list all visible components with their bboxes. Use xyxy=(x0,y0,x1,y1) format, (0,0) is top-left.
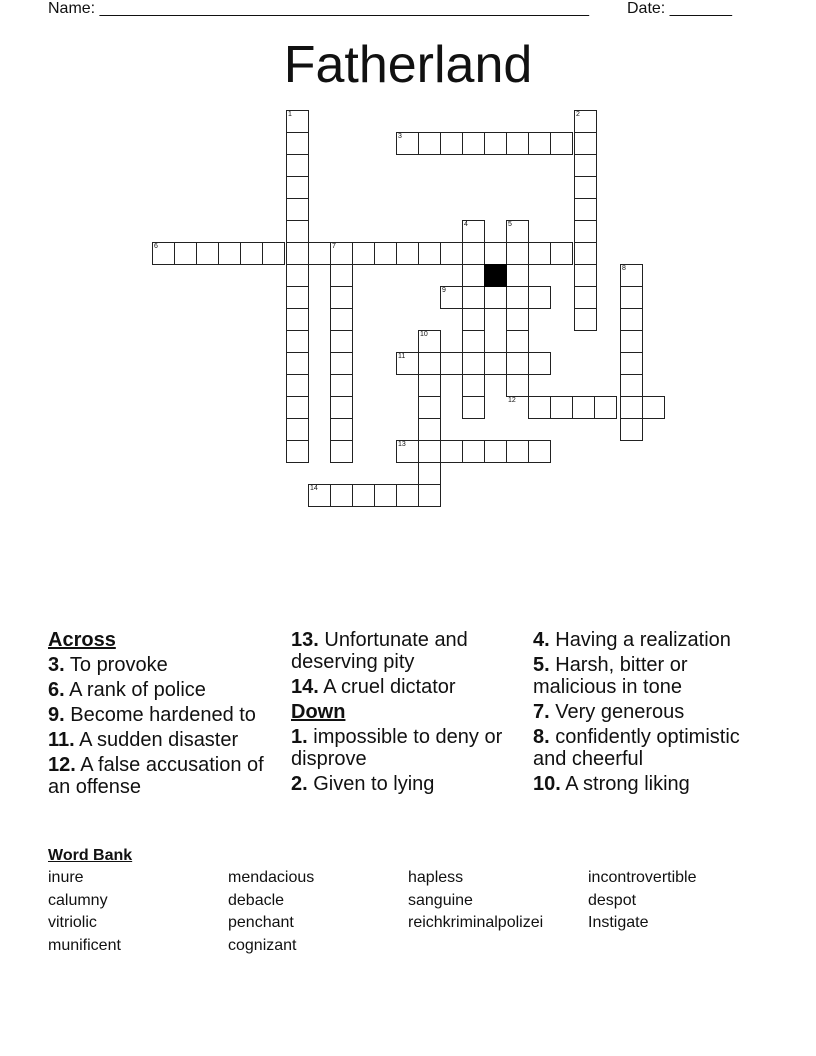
grid-cell[interactable] xyxy=(174,242,197,265)
across-clues xyxy=(48,654,283,798)
grid-cell[interactable] xyxy=(440,440,463,463)
grid-cell[interactable] xyxy=(484,352,507,375)
grid-cell[interactable] xyxy=(484,286,507,309)
grid-cell[interactable] xyxy=(528,286,551,309)
grid-cell[interactable] xyxy=(418,484,441,507)
grid-cell[interactable] xyxy=(286,330,309,353)
word-bank-word: mendacious xyxy=(228,869,315,886)
puzzle-title: Fatherland xyxy=(283,36,533,94)
grid-cell[interactable] xyxy=(196,242,219,265)
grid-cell[interactable] xyxy=(574,286,597,309)
grid-cell[interactable] xyxy=(574,220,597,243)
grid-cell[interactable] xyxy=(484,132,507,155)
clue-column-3 xyxy=(533,629,763,798)
grid-cell[interactable] xyxy=(462,330,485,353)
grid-cell[interactable] xyxy=(620,396,643,419)
grid-cell[interactable] xyxy=(620,330,643,353)
clue-text: Having a realization xyxy=(549,629,731,651)
down-heading: Down xyxy=(291,701,346,723)
clue-number: 4. xyxy=(533,629,550,651)
clue-number-label: 5 xyxy=(508,221,512,228)
across-clues-continued xyxy=(291,629,526,698)
black-cell xyxy=(484,264,507,287)
clue-number-label: 9 xyxy=(442,287,446,294)
clue-number-label: 2 xyxy=(576,111,580,118)
grid-cell[interactable] xyxy=(418,440,441,463)
clue-item xyxy=(291,773,526,795)
clue-text: A rank of police xyxy=(64,679,206,701)
clue-number: 8. xyxy=(533,726,550,748)
clue-number-label: 8 xyxy=(622,265,626,272)
grid-cell[interactable] xyxy=(550,132,573,155)
grid-cell[interactable] xyxy=(418,396,441,419)
clue-column-2 xyxy=(291,629,526,798)
clue-item xyxy=(291,676,526,698)
grid-cell[interactable] xyxy=(286,352,309,375)
clue-text: A cruel dictator xyxy=(318,676,456,698)
clue-number-label: 6 xyxy=(154,243,158,250)
grid-cell[interactable] xyxy=(642,396,665,419)
word-bank-word: despot xyxy=(588,891,637,909)
clue-item xyxy=(533,629,763,651)
clue-item xyxy=(48,754,283,798)
grid-cell[interactable] xyxy=(286,286,309,309)
grid-cell[interactable] xyxy=(462,132,485,155)
grid-cell[interactable] xyxy=(240,242,263,265)
grid-cell[interactable] xyxy=(620,374,643,397)
grid-cell[interactable] xyxy=(528,396,551,419)
grid-cell[interactable] xyxy=(330,308,353,331)
clue-number-label: 14 xyxy=(310,485,318,492)
grid-cell[interactable] xyxy=(396,484,419,507)
grid-cell[interactable] xyxy=(330,484,353,507)
clue-item xyxy=(48,654,283,676)
grid-cell[interactable] xyxy=(574,132,597,155)
clue-item xyxy=(533,701,763,723)
grid-cell[interactable] xyxy=(462,440,485,463)
grid-cell[interactable] xyxy=(506,132,529,155)
grid-cell[interactable] xyxy=(462,308,485,331)
clue-number: 5. xyxy=(533,654,550,676)
clue-text: Unfortunate and deserving pity xyxy=(291,629,468,673)
grid-cell[interactable] xyxy=(574,154,597,177)
grid-cell[interactable] xyxy=(528,440,551,463)
word-bank-word: Instigate xyxy=(588,914,649,931)
word-bank-word: inure xyxy=(48,869,84,886)
grid-cell[interactable] xyxy=(484,440,507,463)
grid-cell[interactable] xyxy=(440,352,463,375)
grid-cell[interactable] xyxy=(574,198,597,221)
grid-cell[interactable] xyxy=(418,374,441,397)
date-field[interactable]: Date: _______ xyxy=(627,0,732,17)
grid-cell[interactable] xyxy=(506,374,529,397)
grid-cell[interactable] xyxy=(550,396,573,419)
clue-number: 9. xyxy=(48,704,65,726)
grid-cell[interactable] xyxy=(462,374,485,397)
clue-text: A strong liking xyxy=(560,773,690,795)
word-bank-title: Word Bank xyxy=(48,847,133,864)
clue-number: 2. xyxy=(291,773,308,795)
grid-cell[interactable] xyxy=(506,264,529,287)
grid-cell[interactable] xyxy=(550,242,573,265)
grid-cell[interactable] xyxy=(462,286,485,309)
grid-cell[interactable] xyxy=(620,418,643,441)
grid-cell[interactable] xyxy=(418,418,441,441)
word-bank-word: sanguine xyxy=(408,891,473,909)
clue-text: A sudden disaster xyxy=(74,729,239,751)
grid-cell[interactable] xyxy=(330,330,353,353)
clue-number: 7. xyxy=(533,701,550,723)
grid-cell[interactable] xyxy=(620,352,643,375)
grid-cell[interactable] xyxy=(506,286,529,309)
clue-item xyxy=(48,729,283,751)
grid-cell[interactable] xyxy=(574,242,597,265)
clue-number-label: 13 xyxy=(398,441,406,448)
grid-cell[interactable] xyxy=(506,242,529,265)
word-bank-word: debacle xyxy=(228,891,285,909)
clue-number-label: 1 xyxy=(288,111,292,118)
grid-cell[interactable] xyxy=(286,440,309,463)
clue-number-label: 11 xyxy=(398,353,406,360)
clue-item xyxy=(291,726,526,770)
grid-cell[interactable] xyxy=(620,308,643,331)
grid-cell[interactable] xyxy=(286,396,309,419)
grid-cell[interactable] xyxy=(330,440,353,463)
grid-cell[interactable] xyxy=(462,352,485,375)
clue-text: confidently optimistic and cheerful xyxy=(533,726,740,770)
down-clues-continued xyxy=(533,629,763,795)
grid-cell[interactable] xyxy=(572,396,595,419)
grid-cell[interactable] xyxy=(440,242,463,265)
grid-cell[interactable] xyxy=(286,154,309,177)
word-bank-word: calumny xyxy=(48,891,108,909)
clue-number: 12. xyxy=(48,754,76,776)
word-bank-word: cognizant xyxy=(228,936,297,954)
grid-cell[interactable] xyxy=(396,242,419,265)
grid-cell[interactable] xyxy=(462,396,485,419)
clue-text: Become hardened to xyxy=(64,704,256,726)
grid-cell[interactable] xyxy=(462,264,485,287)
grid-cell[interactable] xyxy=(286,198,309,221)
grid-cell[interactable] xyxy=(330,374,353,397)
grid-cell[interactable] xyxy=(352,484,375,507)
grid-cell[interactable] xyxy=(440,132,463,155)
clue-number-label: 3 xyxy=(398,133,402,140)
grid-cell[interactable] xyxy=(374,242,397,265)
grid-cell[interactable] xyxy=(286,264,309,287)
word-bank-word: reichkriminalpolizei xyxy=(408,914,544,931)
grid-cell[interactable] xyxy=(594,396,617,419)
clue-number: 13. xyxy=(291,629,319,651)
clue-number-label: 4 xyxy=(464,221,468,228)
clue-text: impossible to deny or disprove xyxy=(291,726,503,770)
grid-cell[interactable] xyxy=(506,330,529,353)
word-bank-word: vitriolic xyxy=(48,914,97,931)
grid-cell[interactable] xyxy=(374,484,397,507)
clue-number-label: 12 xyxy=(508,397,516,404)
grid-cell[interactable] xyxy=(418,352,441,375)
clue-number: 10. xyxy=(533,773,561,795)
grid-cell[interactable] xyxy=(418,462,441,485)
grid-cell[interactable] xyxy=(286,308,309,331)
grid-cell[interactable] xyxy=(528,132,551,155)
grid-cell[interactable] xyxy=(286,418,309,441)
grid-cell[interactable] xyxy=(462,242,485,265)
grid-cell[interactable] xyxy=(330,396,353,419)
across-heading: Across xyxy=(48,629,116,651)
word-bank-word: hapless xyxy=(408,869,464,886)
grid-cell[interactable] xyxy=(218,242,241,265)
clue-item xyxy=(48,679,283,701)
grid-cell[interactable] xyxy=(574,308,597,331)
grid-cell[interactable] xyxy=(418,132,441,155)
grid-cell[interactable] xyxy=(262,242,285,265)
grid-cell[interactable] xyxy=(308,242,331,265)
clue-item xyxy=(48,704,283,726)
clue-text: A false accusation of an offense xyxy=(48,754,264,798)
clue-column-1 xyxy=(48,629,283,801)
clue-number: 3. xyxy=(48,654,65,676)
clue-item xyxy=(533,726,763,770)
grid-cell[interactable] xyxy=(506,352,529,375)
grid-cell[interactable] xyxy=(484,242,507,265)
grid-cell[interactable] xyxy=(330,264,353,287)
clue-number: 14. xyxy=(291,676,319,698)
grid-cell[interactable] xyxy=(286,242,309,265)
word-bank-word: penchant xyxy=(228,914,294,931)
clue-number: 6. xyxy=(48,679,65,701)
clue-item xyxy=(533,773,763,795)
clue-text: To provoke xyxy=(64,654,168,676)
grid-cell[interactable] xyxy=(574,264,597,287)
clue-number: 1. xyxy=(291,726,308,748)
grid-cell[interactable] xyxy=(330,286,353,309)
clue-text: Very generous xyxy=(549,701,685,723)
clue-number-label: 7 xyxy=(332,243,336,250)
clue-item xyxy=(291,629,526,673)
clue-number-label: 10 xyxy=(420,331,428,338)
grid-cell[interactable] xyxy=(352,242,375,265)
clue-number: 11. xyxy=(48,729,75,751)
grid-cell[interactable] xyxy=(330,418,353,441)
grid-cell[interactable] xyxy=(286,176,309,199)
word-bank-word: munificent xyxy=(48,936,121,954)
word-bank-word: incontrovertible xyxy=(588,869,697,886)
grid-cell[interactable] xyxy=(506,440,529,463)
grid-cell[interactable] xyxy=(528,242,551,265)
grid-cell[interactable] xyxy=(620,286,643,309)
clue-text: Harsh, bitter or malicious in tone xyxy=(533,654,688,698)
grid-cell[interactable] xyxy=(286,220,309,243)
grid-cell[interactable] xyxy=(330,352,353,375)
clue-item xyxy=(533,654,763,698)
grid-cell[interactable] xyxy=(528,352,551,375)
grid-cell[interactable] xyxy=(506,308,529,331)
grid-cell[interactable] xyxy=(418,242,441,265)
grid-cell[interactable] xyxy=(286,132,309,155)
name-field[interactable]: Name: _______________________________________________________ xyxy=(48,0,589,17)
grid-cell[interactable] xyxy=(286,374,309,397)
down-clues xyxy=(291,726,526,795)
clue-text: Given to lying xyxy=(307,773,435,795)
grid-cell[interactable] xyxy=(574,176,597,199)
